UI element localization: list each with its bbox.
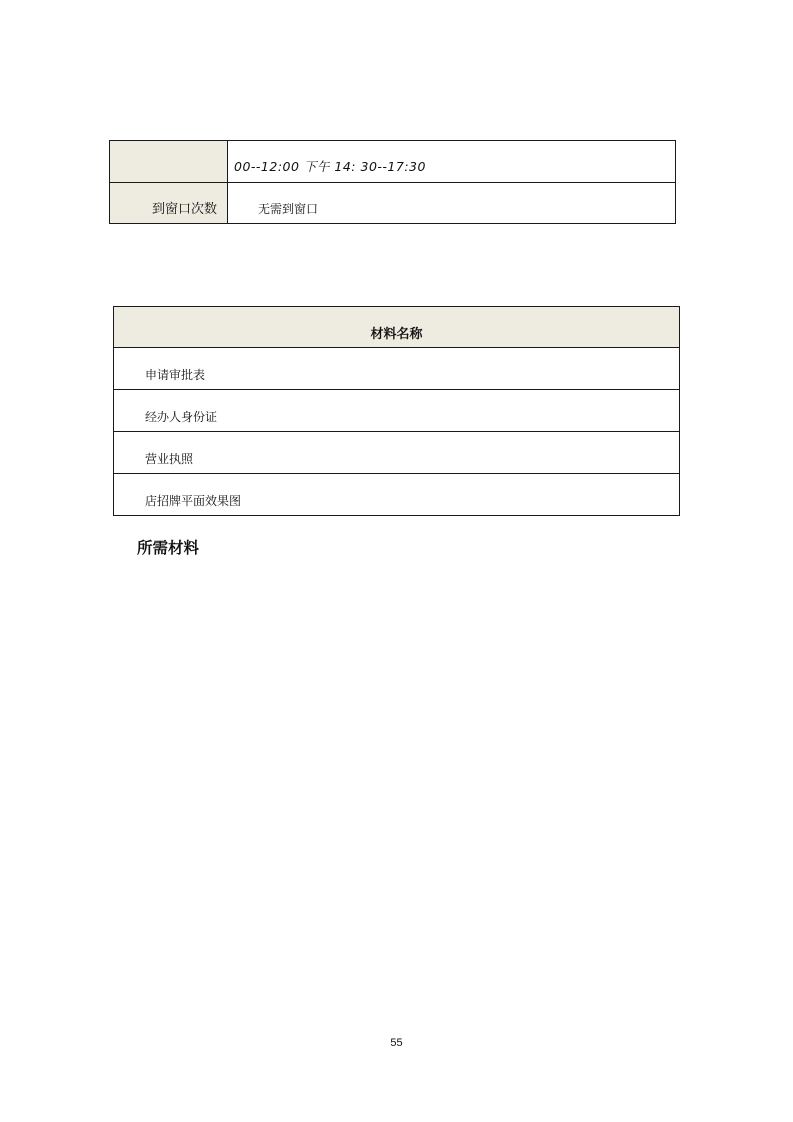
materials-header: 材料名称 [114,307,680,348]
table-row [114,432,680,474]
material-item: 营业执照 [114,432,680,474]
table-row [114,348,680,390]
table-row [114,474,680,516]
section-heading: 所需材料 [137,539,200,557]
material-item: 经办人身份证 [114,390,680,432]
materials-header-row [114,307,680,348]
office-hours-value: 00--12:00 下午 14: 30--17:30 [228,141,676,183]
table-row-office-hours [110,141,676,183]
table-row-window-visits [110,183,676,224]
service-info-table [109,140,676,224]
material-item: 店招牌平面效果图 [114,474,680,516]
page-number: 55 [390,1037,403,1049]
table-row [114,390,680,432]
row-label [110,141,228,183]
window-visits-value: 无需到窗口 [228,183,676,224]
material-item: 申请审批表 [114,348,680,390]
window-visits-label: 到窗口次数 [110,183,228,224]
materials-table [113,306,680,516]
